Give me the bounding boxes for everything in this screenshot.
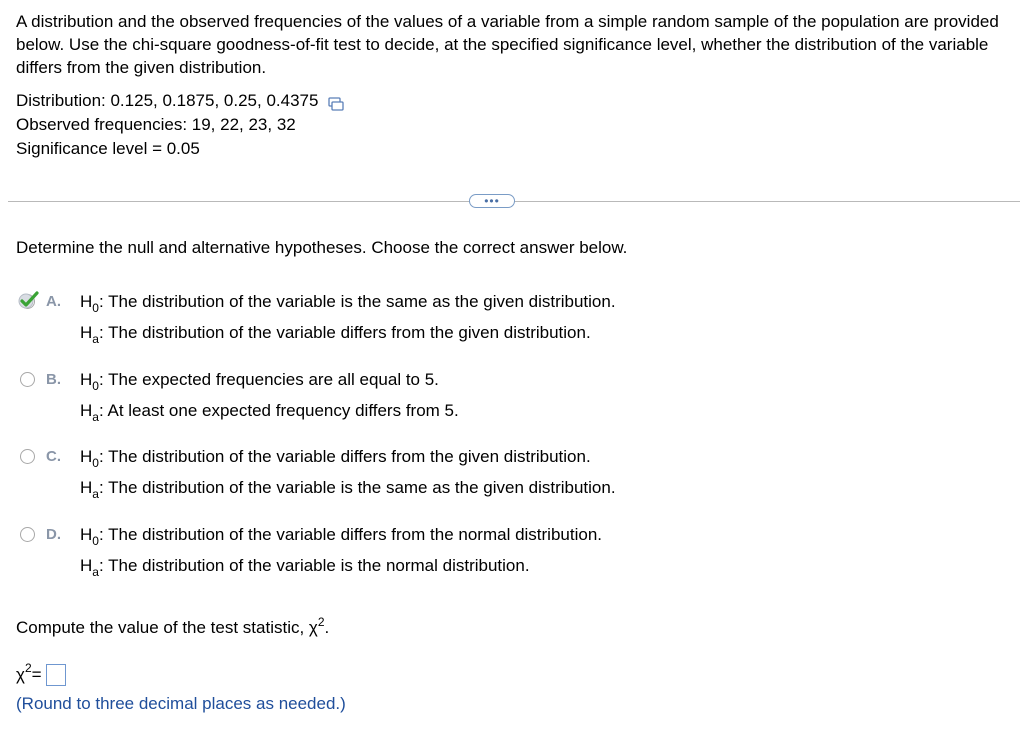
option-c-hypotheses: [80, 441, 616, 503]
test-statistic-question-text: Compute the value of the test statistic, χ: [16, 618, 318, 637]
option-d-alt: [80, 550, 602, 581]
h-label: H: [80, 556, 93, 575]
h-sub: 0: [92, 301, 99, 315]
h-sub: a: [92, 487, 99, 501]
h-colon: :: [98, 447, 104, 466]
h-colon: :: [98, 292, 104, 311]
copy-data-icon[interactable]: [328, 94, 344, 108]
h-colon: :: [98, 556, 104, 575]
h-label: H: [80, 447, 93, 466]
option-d-null: [80, 519, 602, 550]
distribution-text: Distribution: 0.125, 0.1875, 0.25, 0.4375: [16, 91, 319, 110]
option-c-alt-text: The distribution of the variable is the same as the given distribution.: [108, 478, 616, 497]
chi-square-input[interactable]: [46, 664, 66, 686]
hypotheses-question: Determine the null and alternative hypotheses. Choose the correct answer below.: [16, 238, 628, 257]
h-label: H: [80, 323, 93, 342]
option-a-letter: A.: [46, 293, 61, 310]
option-b-alt-text: At least one expected frequency differs from 5.: [107, 401, 459, 420]
option-a-alt: [80, 317, 616, 348]
correct-check-icon: [16, 289, 40, 311]
equals-sign: =: [31, 665, 42, 684]
option-d-radio[interactable]: [20, 527, 35, 542]
h-label: H: [80, 401, 93, 420]
chi-square-superscript: 2: [317, 615, 325, 629]
significance-level-line: Significance level = 0.05: [16, 139, 200, 158]
option-b-letter: B.: [46, 371, 61, 388]
option-c-null: [80, 441, 616, 472]
h-label: H: [80, 292, 93, 311]
h-sub: 0: [92, 379, 99, 393]
option-b-null-text: The expected frequencies are all equal to 5.: [108, 370, 439, 389]
option-c-radio[interactable]: [20, 449, 35, 464]
option-c-letter: C.: [46, 448, 61, 465]
h-sub: a: [92, 410, 99, 424]
h-colon: :: [98, 525, 104, 544]
given-data: [16, 89, 344, 161]
option-d-letter: D.: [46, 526, 61, 543]
h-sub: a: [92, 565, 99, 579]
h-colon: :: [98, 478, 104, 497]
observed-frequencies-line: Observed frequencies: 19, 22, 23, 32: [16, 115, 296, 134]
h-colon: :: [98, 401, 104, 420]
h-colon: :: [98, 370, 104, 389]
chi-symbol: χ: [16, 665, 25, 684]
question-period: .: [324, 618, 330, 637]
h-sub: a: [92, 332, 99, 346]
option-b-hypotheses: [80, 364, 459, 426]
h-sub: 0: [92, 534, 99, 548]
option-b-null: [80, 364, 459, 395]
test-statistic-question: [16, 617, 329, 639]
chi-square-answer-row: χ 2 =: [16, 664, 66, 686]
option-d-alt-text: The distribution of the variable is the normal distribution.: [108, 556, 530, 575]
h-colon: :: [98, 323, 104, 342]
more-button[interactable]: •••: [469, 194, 515, 208]
rounding-instruction: (Round to three decimal places as needed.): [16, 694, 346, 713]
distribution-line: [16, 89, 344, 113]
option-a-null: [80, 286, 616, 317]
option-d-hypotheses: [80, 519, 602, 581]
option-c-alt: [80, 472, 616, 503]
option-a-hypotheses: [80, 286, 616, 348]
option-a-null-text: The distribution of the variable is the same as the given distribution.: [108, 292, 616, 311]
h-label: H: [80, 525, 93, 544]
h-label: H: [80, 370, 93, 389]
option-d-null-text: The distribution of the variable differs from the normal distribution.: [108, 525, 602, 544]
h-sub: 0: [92, 456, 99, 470]
option-c-null-text: The distribution of the variable differs from the given distribution.: [108, 447, 591, 466]
problem-intro: A distribution and the observed frequencies of the values of a variable from a simple random sample of the population are provided below. Use the chi-square goodness-of-fit test to decide, at the specified significance level, whether the distribution of the variable differs from the given distribution.: [16, 12, 999, 77]
h-label: H: [80, 478, 93, 497]
option-b-alt: [80, 395, 459, 426]
option-b-radio[interactable]: [20, 372, 35, 387]
option-a-alt-text: The distribution of the variable differs from the given distribution.: [108, 323, 591, 342]
